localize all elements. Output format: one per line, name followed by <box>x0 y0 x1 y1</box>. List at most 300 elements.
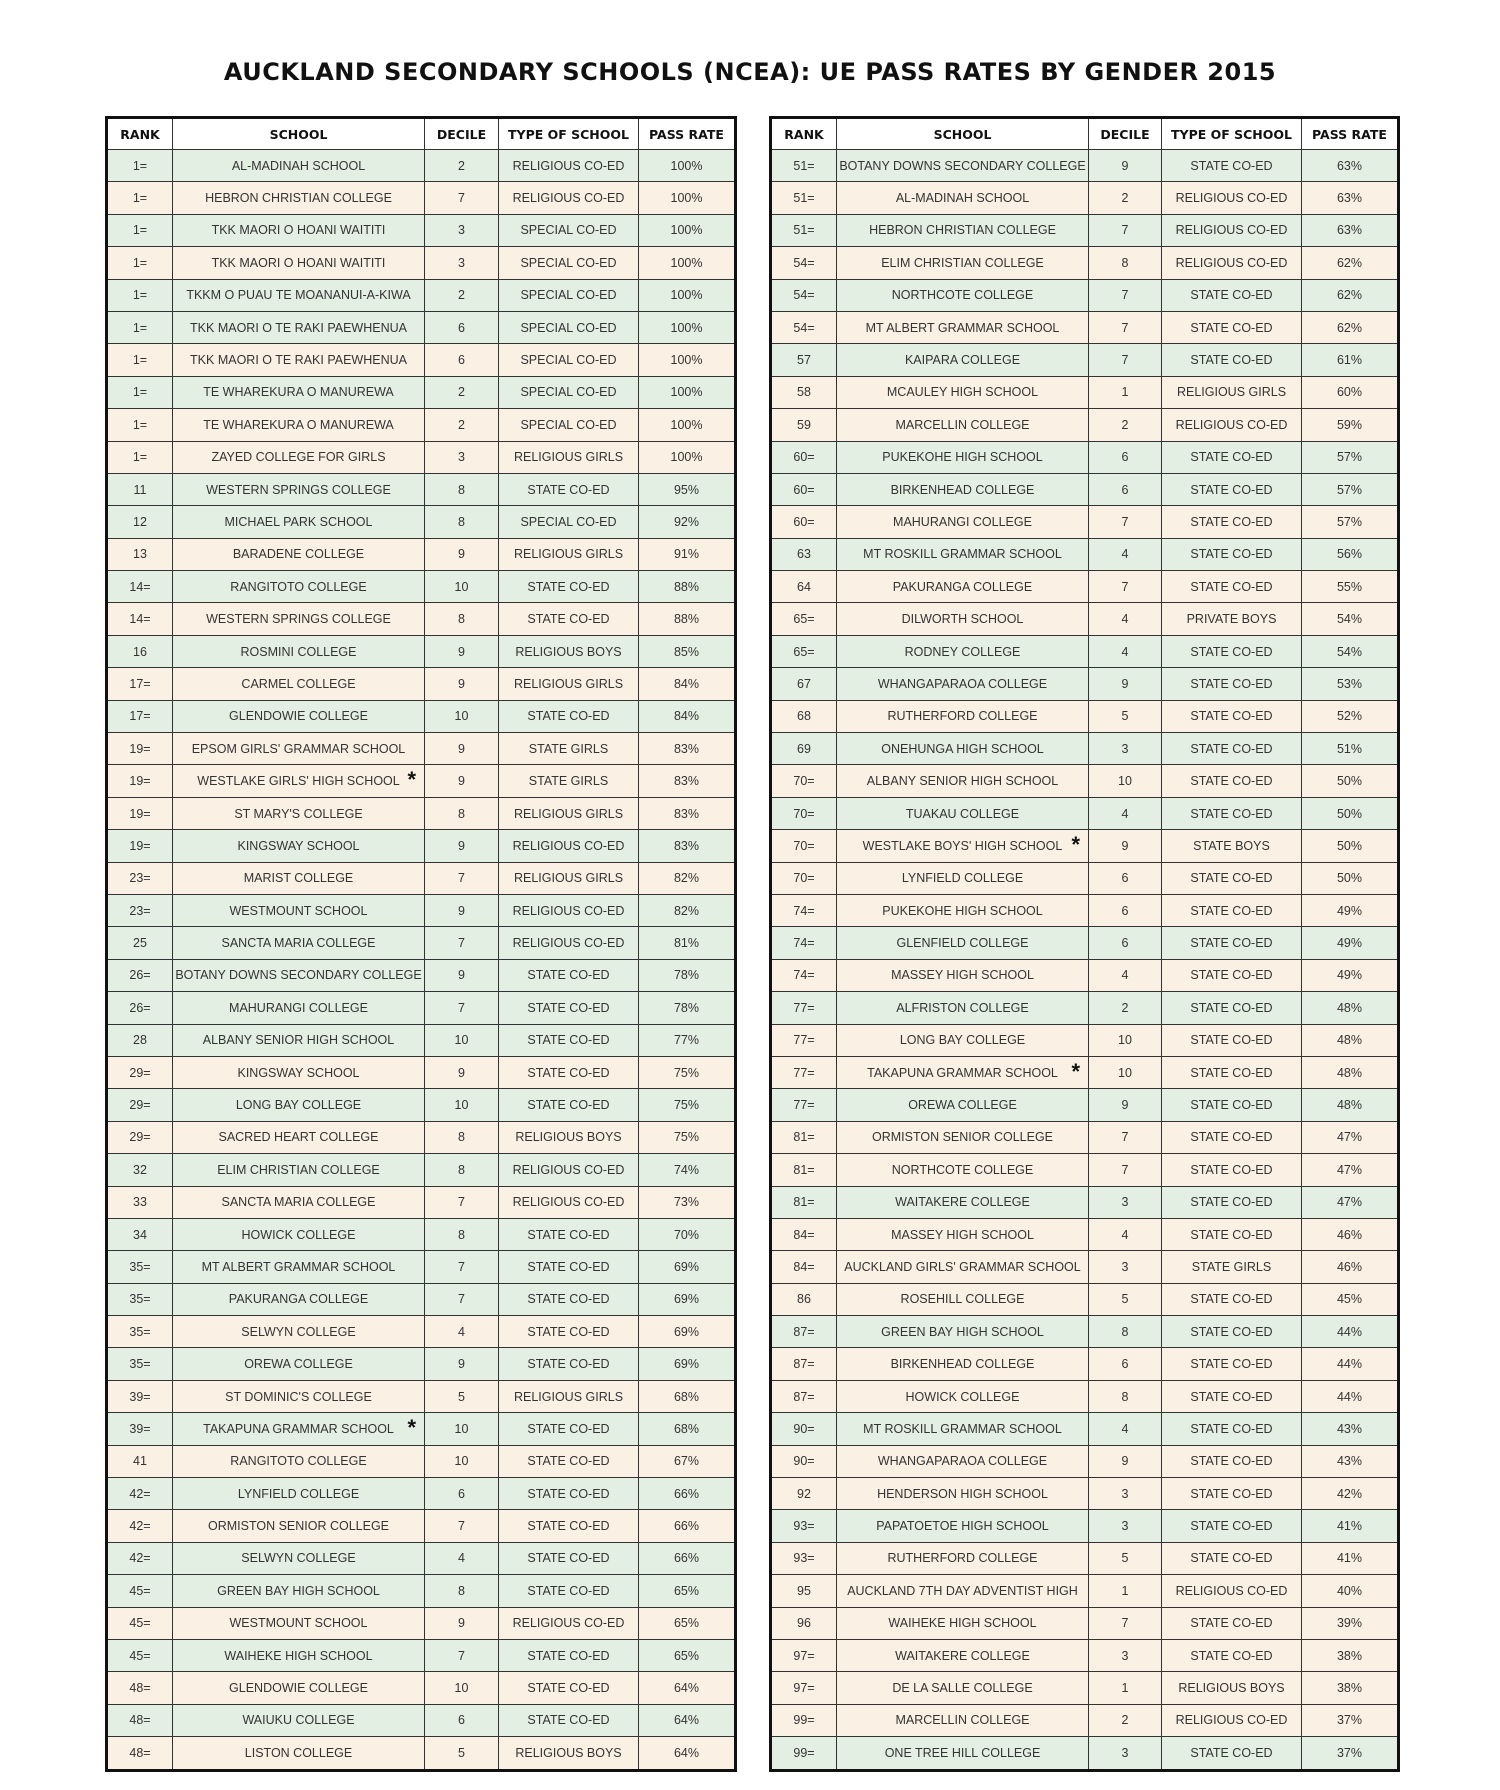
school-cell: RODNEY COLLEGE <box>837 635 1089 667</box>
school-cell: TE WHAREKURA O MANUREWA <box>173 376 425 408</box>
type-cell: STATE CO-ED <box>1162 1478 1302 1510</box>
decile-cell: 5 <box>1089 1542 1162 1574</box>
rank-cell: 74= <box>771 959 837 991</box>
decile-cell: 7 <box>425 1186 499 1218</box>
pass-rate-cell: 48% <box>1302 1024 1399 1056</box>
rank-cell: 23= <box>107 894 173 926</box>
type-cell: RELIGIOUS CO-ED <box>499 894 639 926</box>
decile-cell: 7 <box>425 182 499 214</box>
pass-rate-cell: 64% <box>639 1672 736 1704</box>
decile-cell: 8 <box>425 1154 499 1186</box>
pass-rate-cell: 65% <box>639 1607 736 1639</box>
rank-header: RANK <box>107 118 173 150</box>
table-row <box>107 862 736 894</box>
rank-cell: 11 <box>107 473 173 505</box>
decile-cell: 4 <box>1089 538 1162 570</box>
rank-cell: 26= <box>107 992 173 1024</box>
pass-rate-cell: 92% <box>639 506 736 538</box>
decile-cell: 6 <box>425 1478 499 1510</box>
rank-cell: 70= <box>771 797 837 829</box>
pass-rate-cell: 41% <box>1302 1510 1399 1542</box>
table-row <box>107 959 736 991</box>
school-cell: SACRED HEART COLLEGE <box>173 1121 425 1153</box>
rank-cell: 57 <box>771 344 837 376</box>
type-cell: STATE CO-ED <box>499 1639 639 1671</box>
table-row <box>771 862 1399 894</box>
type-cell: STATE CO-ED <box>499 1089 639 1121</box>
pass-rate-cell: 62% <box>1302 247 1399 279</box>
table-row <box>771 506 1399 538</box>
school-cell: PUKEKOHE HIGH SCHOOL <box>837 441 1089 473</box>
rank-cell: 90= <box>771 1413 837 1445</box>
decile-cell: 9 <box>1089 1445 1162 1477</box>
table-row <box>107 1316 736 1348</box>
table-row <box>107 635 736 667</box>
pass-rate-cell: 84% <box>639 700 736 732</box>
pass-rate-cell: 100% <box>639 441 736 473</box>
rank-cell: 19= <box>107 733 173 765</box>
rank-cell: 74= <box>771 927 837 959</box>
type-cell: STATE GIRLS <box>499 765 639 797</box>
school-cell: MARCELLIN COLLEGE <box>837 409 1089 441</box>
type-cell: STATE CO-ED <box>1162 1283 1302 1315</box>
pass-rate-cell: 100% <box>639 214 736 246</box>
school-cell: ALBANY SENIOR HIGH SCHOOL <box>173 1024 425 1056</box>
rank-cell: 81= <box>771 1154 837 1186</box>
table-row <box>107 214 736 246</box>
school-cell: DILWORTH SCHOOL <box>837 603 1089 635</box>
pass-rate-cell: 57% <box>1302 473 1399 505</box>
table-row <box>107 1154 736 1186</box>
type-cell: RELIGIOUS GIRLS <box>499 441 639 473</box>
school-cell: SANCTA MARIA COLLEGE <box>173 1186 425 1218</box>
school-cell: WAITAKERE COLLEGE <box>837 1186 1089 1218</box>
decile-cell: 4 <box>1089 603 1162 635</box>
type-cell: STATE CO-ED <box>499 700 639 732</box>
table-row <box>771 927 1399 959</box>
decile-cell: 9 <box>425 894 499 926</box>
type-cell: RELIGIOUS BOYS <box>499 635 639 667</box>
pass-rate-cell: 65% <box>639 1575 736 1607</box>
pass-rate-cell: 49% <box>1302 959 1399 991</box>
pass-rate-cell: 78% <box>639 959 736 991</box>
type-cell: STATE CO-ED <box>499 1413 639 1445</box>
table-row <box>771 959 1399 991</box>
type-cell: RELIGIOUS BOYS <box>499 1121 639 1153</box>
rank-cell: 17= <box>107 700 173 732</box>
pass-rate-cell: 47% <box>1302 1186 1399 1218</box>
pass-rate-cell: 73% <box>639 1186 736 1218</box>
school-cell: WAITAKERE COLLEGE <box>837 1639 1089 1671</box>
rank-cell: 1= <box>107 409 173 441</box>
pass-rate-cell: 44% <box>1302 1316 1399 1348</box>
school-cell: ONEHUNGA HIGH SCHOOL <box>837 733 1089 765</box>
rank-cell: 84= <box>771 1218 837 1250</box>
rank-cell: 99= <box>771 1704 837 1736</box>
pass-rate-cell: 95% <box>639 473 736 505</box>
decile-cell: 2 <box>425 279 499 311</box>
school-cell: PAKURANGA COLLEGE <box>837 571 1089 603</box>
school-cell: GLENDOWIE COLLEGE <box>173 1672 425 1704</box>
table-header-row <box>107 118 736 150</box>
pass-rate-cell: 84% <box>639 668 736 700</box>
decile-cell: 4 <box>1089 635 1162 667</box>
pass-rate-cell: 100% <box>639 311 736 343</box>
decile-cell: 6 <box>1089 473 1162 505</box>
school-cell: WESTMOUNT SCHOOL <box>173 894 425 926</box>
table-row <box>107 571 736 603</box>
pass-rate-cell: 55% <box>1302 571 1399 603</box>
type-cell: STATE CO-ED <box>499 603 639 635</box>
rank-cell: 77= <box>771 992 837 1024</box>
type-cell: STATE CO-ED <box>499 1510 639 1542</box>
school-cell: ALFRISTON COLLEGE <box>837 992 1089 1024</box>
table-row <box>107 1348 736 1380</box>
decile-cell: 7 <box>425 862 499 894</box>
table-row <box>771 765 1399 797</box>
rank-cell: 64 <box>771 571 837 603</box>
table-header-row <box>771 118 1399 150</box>
decile-cell: 10 <box>425 1445 499 1477</box>
table-row <box>107 1251 736 1283</box>
rank-cell: 68 <box>771 700 837 732</box>
table-row <box>107 1089 736 1121</box>
pass-rate-cell: 56% <box>1302 538 1399 570</box>
school-cell: TKK MAORI O TE RAKI PAEWHENUA <box>173 311 425 343</box>
school-cell: MCAULEY HIGH SCHOOL <box>837 376 1089 408</box>
rank-cell: 70= <box>771 765 837 797</box>
decile-cell: 9 <box>425 1607 499 1639</box>
type-cell: STATE CO-ED <box>1162 506 1302 538</box>
school-cell: TKKM O PUAU TE MOANANUI-A-KIWA <box>173 279 425 311</box>
pass-rate-cell: 62% <box>1302 279 1399 311</box>
school-cell: GREEN BAY HIGH SCHOOL <box>837 1316 1089 1348</box>
decile-cell: 3 <box>1089 1251 1162 1283</box>
school-cell: ZAYED COLLEGE FOR GIRLS <box>173 441 425 473</box>
pass-rate-cell: 37% <box>1302 1737 1399 1770</box>
school-cell: HENDERSON HIGH SCHOOL <box>837 1478 1089 1510</box>
rank-cell: 95 <box>771 1575 837 1607</box>
rank-cell: 97= <box>771 1639 837 1671</box>
pass-rate-cell: 69% <box>639 1348 736 1380</box>
table-row <box>771 376 1399 408</box>
school-cell: MT ROSKILL GRAMMAR SCHOOL <box>837 1413 1089 1445</box>
pass-rate-cell: 88% <box>639 571 736 603</box>
decile-cell: 3 <box>1089 1186 1162 1218</box>
pass-rate-cell: 74% <box>639 1154 736 1186</box>
rank-cell: 14= <box>107 603 173 635</box>
decile-cell: 8 <box>425 506 499 538</box>
pass-rate-cell: 66% <box>639 1510 736 1542</box>
decile-cell: 7 <box>425 927 499 959</box>
school-cell: HEBRON CHRISTIAN COLLEGE <box>837 214 1089 246</box>
decile-cell: 8 <box>425 473 499 505</box>
pass-rate-cell: 49% <box>1302 894 1399 926</box>
school-cell: BARADENE COLLEGE <box>173 538 425 570</box>
pass-rate-cell: 48% <box>1302 992 1399 1024</box>
school-cell: RUTHERFORD COLLEGE <box>837 1542 1089 1574</box>
rankings-table-left <box>105 116 737 1772</box>
pass-rate-header: PASS RATE <box>639 118 736 150</box>
school-cell: TKK MAORI O HOANI WAITITI <box>173 214 425 246</box>
pass-rate-cell: 64% <box>639 1704 736 1736</box>
school-cell: LONG BAY COLLEGE <box>173 1089 425 1121</box>
school-cell: KAIPARA COLLEGE <box>837 344 1089 376</box>
type-cell: STATE CO-ED <box>499 473 639 505</box>
decile-cell: 7 <box>1089 344 1162 376</box>
rank-cell: 1= <box>107 150 173 182</box>
school-cell: TAKAPUNA GRAMMAR SCHOOL * <box>173 1413 425 1445</box>
rank-cell: 65= <box>771 603 837 635</box>
rank-cell: 93= <box>771 1510 837 1542</box>
decile-cell: 4 <box>1089 1413 1162 1445</box>
pass-rate-cell: 43% <box>1302 1445 1399 1477</box>
school-cell: GLENDOWIE COLLEGE <box>173 700 425 732</box>
table-row <box>107 603 736 635</box>
school-cell: MICHAEL PARK SCHOOL <box>173 506 425 538</box>
decile-cell: 9 <box>425 1056 499 1088</box>
rank-cell: 77= <box>771 1056 837 1088</box>
table-row <box>107 1121 736 1153</box>
pass-rate-cell: 53% <box>1302 668 1399 700</box>
decile-cell: 7 <box>425 1283 499 1315</box>
pass-rate-cell: 77% <box>639 1024 736 1056</box>
rank-cell: 26= <box>107 959 173 991</box>
type-cell: RELIGIOUS CO-ED <box>499 1154 639 1186</box>
table-row <box>771 279 1399 311</box>
pass-rate-cell: 63% <box>1302 214 1399 246</box>
pass-rate-cell: 61% <box>1302 344 1399 376</box>
table-row <box>771 1121 1399 1153</box>
type-cell: RELIGIOUS GIRLS <box>499 862 639 894</box>
type-cell: STATE CO-ED <box>1162 894 1302 926</box>
school-cell: PAKURANGA COLLEGE <box>173 1283 425 1315</box>
type-cell: RELIGIOUS GIRLS <box>499 538 639 570</box>
table-row <box>107 182 736 214</box>
rank-cell: 17= <box>107 668 173 700</box>
type-header: TYPE OF SCHOOL <box>499 118 639 150</box>
school-cell: BOTANY DOWNS SECONDARY COLLEGE <box>837 150 1089 182</box>
pass-rate-cell: 43% <box>1302 1413 1399 1445</box>
rank-cell: 48= <box>107 1704 173 1736</box>
type-cell: STATE CO-ED <box>1162 150 1302 182</box>
pass-rate-cell: 57% <box>1302 506 1399 538</box>
pass-rate-cell: 83% <box>639 733 736 765</box>
rank-cell: 70= <box>771 830 837 862</box>
school-cell: WAIHEKE HIGH SCHOOL <box>837 1607 1089 1639</box>
rank-cell: 60= <box>771 441 837 473</box>
pass-rate-cell: 54% <box>1302 635 1399 667</box>
decile-cell: 7 <box>1089 571 1162 603</box>
type-cell: RELIGIOUS GIRLS <box>499 1380 639 1412</box>
school-cell: MARIST COLLEGE <box>173 862 425 894</box>
decile-cell: 8 <box>425 797 499 829</box>
rank-cell: 35= <box>107 1251 173 1283</box>
table-row <box>107 1510 736 1542</box>
decile-cell: 10 <box>425 700 499 732</box>
type-cell: RELIGIOUS CO-ED <box>1162 247 1302 279</box>
table-row <box>107 1024 736 1056</box>
table-row <box>107 344 736 376</box>
decile-cell: 5 <box>1089 700 1162 732</box>
table-row <box>771 1348 1399 1380</box>
pass-rate-cell: 69% <box>639 1283 736 1315</box>
table-row <box>771 247 1399 279</box>
rank-cell: 59 <box>771 409 837 441</box>
rank-cell: 87= <box>771 1380 837 1412</box>
type-cell: STATE CO-ED <box>1162 1186 1302 1218</box>
decile-cell: 3 <box>425 247 499 279</box>
pass-rate-cell: 75% <box>639 1056 736 1088</box>
decile-cell: 6 <box>1089 894 1162 926</box>
type-cell: STATE CO-ED <box>499 992 639 1024</box>
type-cell: RELIGIOUS CO-ED <box>499 182 639 214</box>
rank-cell: 1= <box>107 247 173 279</box>
decile-cell: 3 <box>1089 1737 1162 1770</box>
pass-rate-cell: 37% <box>1302 1704 1399 1736</box>
school-cell: ALBANY SENIOR HIGH SCHOOL <box>837 765 1089 797</box>
school-cell: AUCKLAND GIRLS' GRAMMAR SCHOOL <box>837 1251 1089 1283</box>
pass-rate-cell: 50% <box>1302 797 1399 829</box>
rank-cell: 58 <box>771 376 837 408</box>
type-cell: STATE GIRLS <box>1162 1251 1302 1283</box>
table-row <box>771 992 1399 1024</box>
pass-rate-cell: 100% <box>639 409 736 441</box>
school-cell: EPSOM GIRLS' GRAMMAR SCHOOL <box>173 733 425 765</box>
decile-cell: 7 <box>1089 1607 1162 1639</box>
school-cell: KINGSWAY SCHOOL <box>173 830 425 862</box>
pass-rate-header: PASS RATE <box>1302 118 1399 150</box>
type-cell: SPECIAL CO-ED <box>499 247 639 279</box>
type-cell: STATE CO-ED <box>1162 1154 1302 1186</box>
table-row <box>107 441 736 473</box>
pass-rate-cell: 45% <box>1302 1283 1399 1315</box>
rank-cell: 51= <box>771 214 837 246</box>
table-row <box>107 1737 736 1770</box>
decile-cell: 10 <box>1089 1024 1162 1056</box>
rank-cell: 84= <box>771 1251 837 1283</box>
type-cell: STATE CO-ED <box>499 1283 639 1315</box>
rank-cell: 67 <box>771 668 837 700</box>
school-cell: MASSEY HIGH SCHOOL <box>837 959 1089 991</box>
table-row <box>107 1704 736 1736</box>
pass-rate-cell: 42% <box>1302 1478 1399 1510</box>
table-row <box>107 150 736 182</box>
decile-cell: 6 <box>425 1704 499 1736</box>
table-row <box>771 311 1399 343</box>
decile-cell: 2 <box>1089 992 1162 1024</box>
table-row <box>771 1607 1399 1639</box>
decile-cell: 10 <box>1089 1056 1162 1088</box>
school-cell: CARMEL COLLEGE <box>173 668 425 700</box>
pass-rate-cell: 57% <box>1302 441 1399 473</box>
pass-rate-cell: 50% <box>1302 765 1399 797</box>
decile-cell: 1 <box>1089 376 1162 408</box>
rank-cell: 99= <box>771 1737 837 1770</box>
decile-cell: 8 <box>425 1218 499 1250</box>
school-cell: ORMISTON SENIOR COLLEGE <box>837 1121 1089 1153</box>
school-cell: PAPATOETOE HIGH SCHOOL <box>837 1510 1089 1542</box>
pass-rate-cell: 50% <box>1302 830 1399 862</box>
school-cell: HOWICK COLLEGE <box>837 1380 1089 1412</box>
school-cell: SANCTA MARIA COLLEGE <box>173 927 425 959</box>
table-row <box>771 1542 1399 1574</box>
school-header: SCHOOL <box>837 118 1089 150</box>
rank-cell: 81= <box>771 1121 837 1153</box>
table-row <box>771 571 1399 603</box>
table-row <box>771 1639 1399 1671</box>
rank-cell: 16 <box>107 635 173 667</box>
decile-cell: 8 <box>1089 1380 1162 1412</box>
type-cell: RELIGIOUS CO-ED <box>1162 214 1302 246</box>
type-cell: STATE CO-ED <box>1162 1121 1302 1153</box>
type-cell: STATE CO-ED <box>499 1672 639 1704</box>
decile-cell: 8 <box>425 1121 499 1153</box>
table-row <box>107 1380 736 1412</box>
rank-cell: 42= <box>107 1478 173 1510</box>
table-row <box>771 1737 1399 1770</box>
school-cell: WAIHEKE HIGH SCHOOL <box>173 1639 425 1671</box>
rank-cell: 1= <box>107 441 173 473</box>
type-cell: RELIGIOUS GIRLS <box>1162 376 1302 408</box>
decile-cell: 10 <box>425 1024 499 1056</box>
decile-cell: 2 <box>1089 1704 1162 1736</box>
rank-cell: 51= <box>771 182 837 214</box>
table-row <box>107 1607 736 1639</box>
rank-cell: 54= <box>771 279 837 311</box>
decile-cell: 9 <box>425 959 499 991</box>
table-row <box>107 247 736 279</box>
rank-cell: 54= <box>771 247 837 279</box>
decile-cell: 3 <box>425 214 499 246</box>
pass-rate-cell: 47% <box>1302 1121 1399 1153</box>
rank-cell: 41 <box>107 1445 173 1477</box>
table-row <box>107 506 736 538</box>
type-cell: RELIGIOUS CO-ED <box>499 927 639 959</box>
table-row <box>107 830 736 862</box>
rank-cell: 35= <box>107 1316 173 1348</box>
pass-rate-cell: 54% <box>1302 603 1399 635</box>
table-row <box>771 635 1399 667</box>
type-cell: STATE CO-ED <box>499 1478 639 1510</box>
type-cell: STATE CO-ED <box>499 1218 639 1250</box>
table-row <box>107 927 736 959</box>
table-row <box>107 1672 736 1704</box>
type-cell: STATE CO-ED <box>1162 279 1302 311</box>
school-cell: AL-MADINAH SCHOOL <box>837 182 1089 214</box>
pass-rate-cell: 52% <box>1302 700 1399 732</box>
rank-cell: 60= <box>771 473 837 505</box>
table-row <box>107 1413 736 1445</box>
table-row <box>107 538 736 570</box>
table-row <box>107 1575 736 1607</box>
table-row <box>107 1186 736 1218</box>
type-cell: STATE CO-ED <box>1162 1089 1302 1121</box>
type-cell: STATE CO-ED <box>1162 765 1302 797</box>
type-header: TYPE OF SCHOOL <box>1162 118 1302 150</box>
pass-rate-cell: 100% <box>639 247 736 279</box>
school-cell: WESTERN SPRINGS COLLEGE <box>173 603 425 635</box>
pass-rate-cell: 44% <box>1302 1348 1399 1380</box>
table-row <box>107 1478 736 1510</box>
type-cell: STATE CO-ED <box>499 959 639 991</box>
rank-cell: 29= <box>107 1056 173 1088</box>
type-cell: STATE CO-ED <box>1162 1737 1302 1770</box>
type-cell: STATE CO-ED <box>1162 1380 1302 1412</box>
type-cell: STATE CO-ED <box>499 1024 639 1056</box>
pass-rate-cell: 63% <box>1302 150 1399 182</box>
decile-cell: 9 <box>425 765 499 797</box>
